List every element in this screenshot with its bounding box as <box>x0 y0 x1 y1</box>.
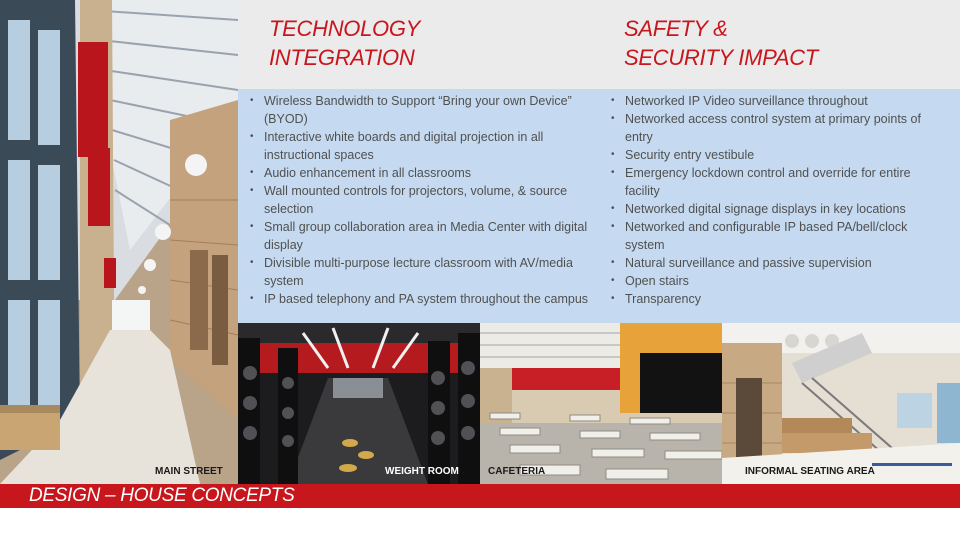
safety-item: • Networked digital signage displays in key locations <box>611 200 941 218</box>
footer-title: DESIGN – HOUSE CONCEPTS <box>29 485 295 506</box>
technology-item: • Audio enhancement in all classrooms <box>250 164 595 182</box>
technology-item: • Small group collaboration area in Media Center with digital display <box>250 218 595 254</box>
technology-item: • Wireless Bandwidth to Support “Bring your own Device” (BYOD) <box>250 92 595 128</box>
weight-room-caption: WEIGHT ROOM <box>385 466 459 477</box>
safety-item: • Networked access control system at primary points of entry <box>611 110 941 146</box>
technology-heading-line2: INTEGRATION <box>269 45 415 70</box>
technology-heading-line1: TECHNOLOGY <box>269 16 421 41</box>
technology-item: • IP based telephony and PA system throughout the campus <box>250 290 595 308</box>
technology-item: • Divisible multi-purpose lecture classroom with AV/media system <box>250 254 595 290</box>
safety-heading-line2: SECURITY IMPACT <box>624 45 818 70</box>
safety-item: • Emergency lockdown control and override for entire facility <box>611 164 941 200</box>
weight-room-photo <box>238 323 480 484</box>
safety-item: • Networked and configurable IP based PA/bell/clock system <box>611 218 941 254</box>
safety-item: • Natural surveillance and passive supervision <box>611 254 941 272</box>
technology-item: • Interactive white boards and digital projection in all instructional spaces <box>250 128 595 164</box>
main-street-photo <box>0 0 238 484</box>
safety-item: • Open stairs <box>611 272 941 290</box>
informal-seating-photo <box>722 323 960 484</box>
informal-seating-caption: INFORMAL SEATING AREA <box>745 466 875 477</box>
technology-list <box>250 92 595 308</box>
technology-item: • Wall mounted controls for projectors, volume, & source selection <box>250 182 595 218</box>
main-street-caption: MAIN STREET <box>155 466 223 477</box>
safety-list <box>611 92 941 308</box>
safety-heading <box>624 14 818 72</box>
safety-heading-line1: SAFETY & <box>624 16 728 41</box>
cafeteria-caption: CAFETERIA <box>488 466 546 477</box>
technology-heading <box>269 14 420 72</box>
safety-item: • Transparency <box>611 290 941 308</box>
safety-item: • Security entry vestibule <box>611 146 941 164</box>
safety-item: • Networked IP Video surveillance throughout <box>611 92 941 110</box>
cafeteria-photo <box>480 323 722 484</box>
